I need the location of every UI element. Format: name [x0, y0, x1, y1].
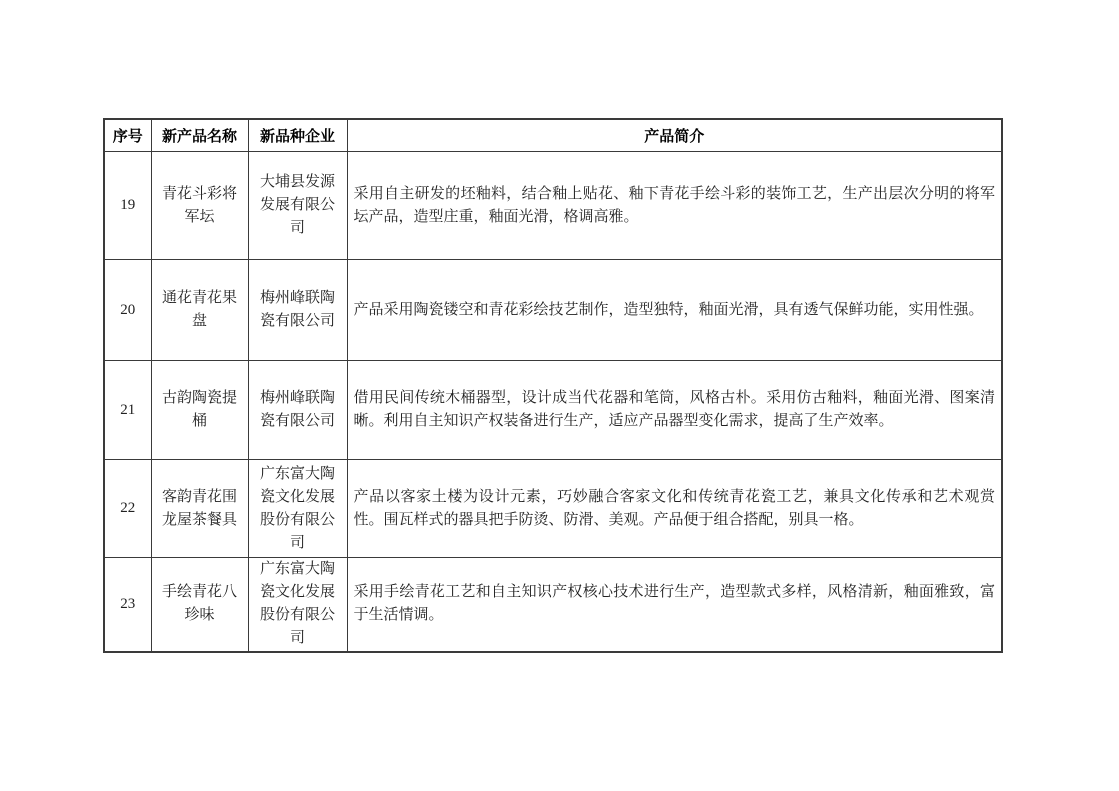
- cell-company: 广东富大陶瓷文化发展股份有限公司: [248, 558, 347, 652]
- table-header-row: [104, 119, 1002, 152]
- cell-company: 大埔县发源发展有限公司: [248, 152, 347, 260]
- cell-product-name: 客韵青花围龙屋茶餐具: [151, 460, 248, 558]
- cell-serial: 20: [104, 260, 151, 361]
- table-row: [104, 558, 1002, 652]
- cell-product-name: 青花斗彩将军坛: [151, 152, 248, 260]
- cell-company: 广东富大陶瓷文化发展股份有限公司: [248, 460, 347, 558]
- cell-description: 产品以客家土楼为设计元素，巧妙融合客家文化和传统青花瓷工艺，兼具文化传承和艺术观赏性。围瓦样式的器具把手防烫、防滑、美观。产品便于组合搭配，别具一格。: [347, 460, 1002, 558]
- column-header-serial: 序号: [104, 119, 151, 152]
- cell-description: 采用自主研发的坯釉料，结合釉上贴花、釉下青花手绘斗彩的装饰工艺，生产出层次分明的将军坛产品，造型庄重，釉面光滑，格调高雅。: [347, 152, 1002, 260]
- cell-description: 产品采用陶瓷镂空和青花彩绘技艺制作，造型独特，釉面光滑，具有透气保鲜功能，实用性强。: [347, 260, 1002, 361]
- cell-serial: 21: [104, 361, 151, 460]
- cell-description: 采用手绘青花工艺和自主知识产权核心技术进行生产，造型款式多样，风格清新，釉面雅致，富于生活情调。: [347, 558, 1002, 652]
- products-table: [103, 118, 1003, 653]
- table-row: [104, 152, 1002, 260]
- cell-description: 借用民间传统木桶器型，设计成当代花器和笔筒，风格古朴。采用仿古釉料，釉面光滑、图案清晰。利用自主知识产权装备进行生产，适应产品器型变化需求，提高了生产效率。: [347, 361, 1002, 460]
- cell-serial: 22: [104, 460, 151, 558]
- cell-product-name: 手绘青花八珍味: [151, 558, 248, 652]
- column-header-description: 产品简介: [347, 119, 1002, 152]
- cell-company: 梅州峰联陶瓷有限公司: [248, 260, 347, 361]
- cell-serial: 23: [104, 558, 151, 652]
- cell-serial: 19: [104, 152, 151, 260]
- cell-company: 梅州峰联陶瓷有限公司: [248, 361, 347, 460]
- column-header-company: 新品种企业: [248, 119, 347, 152]
- table-row: [104, 460, 1002, 558]
- column-header-product-name: 新产品名称: [151, 119, 248, 152]
- table-row: [104, 361, 1002, 460]
- cell-product-name: 通花青花果盘: [151, 260, 248, 361]
- table-row: [104, 260, 1002, 361]
- cell-product-name: 古韵陶瓷提桶: [151, 361, 248, 460]
